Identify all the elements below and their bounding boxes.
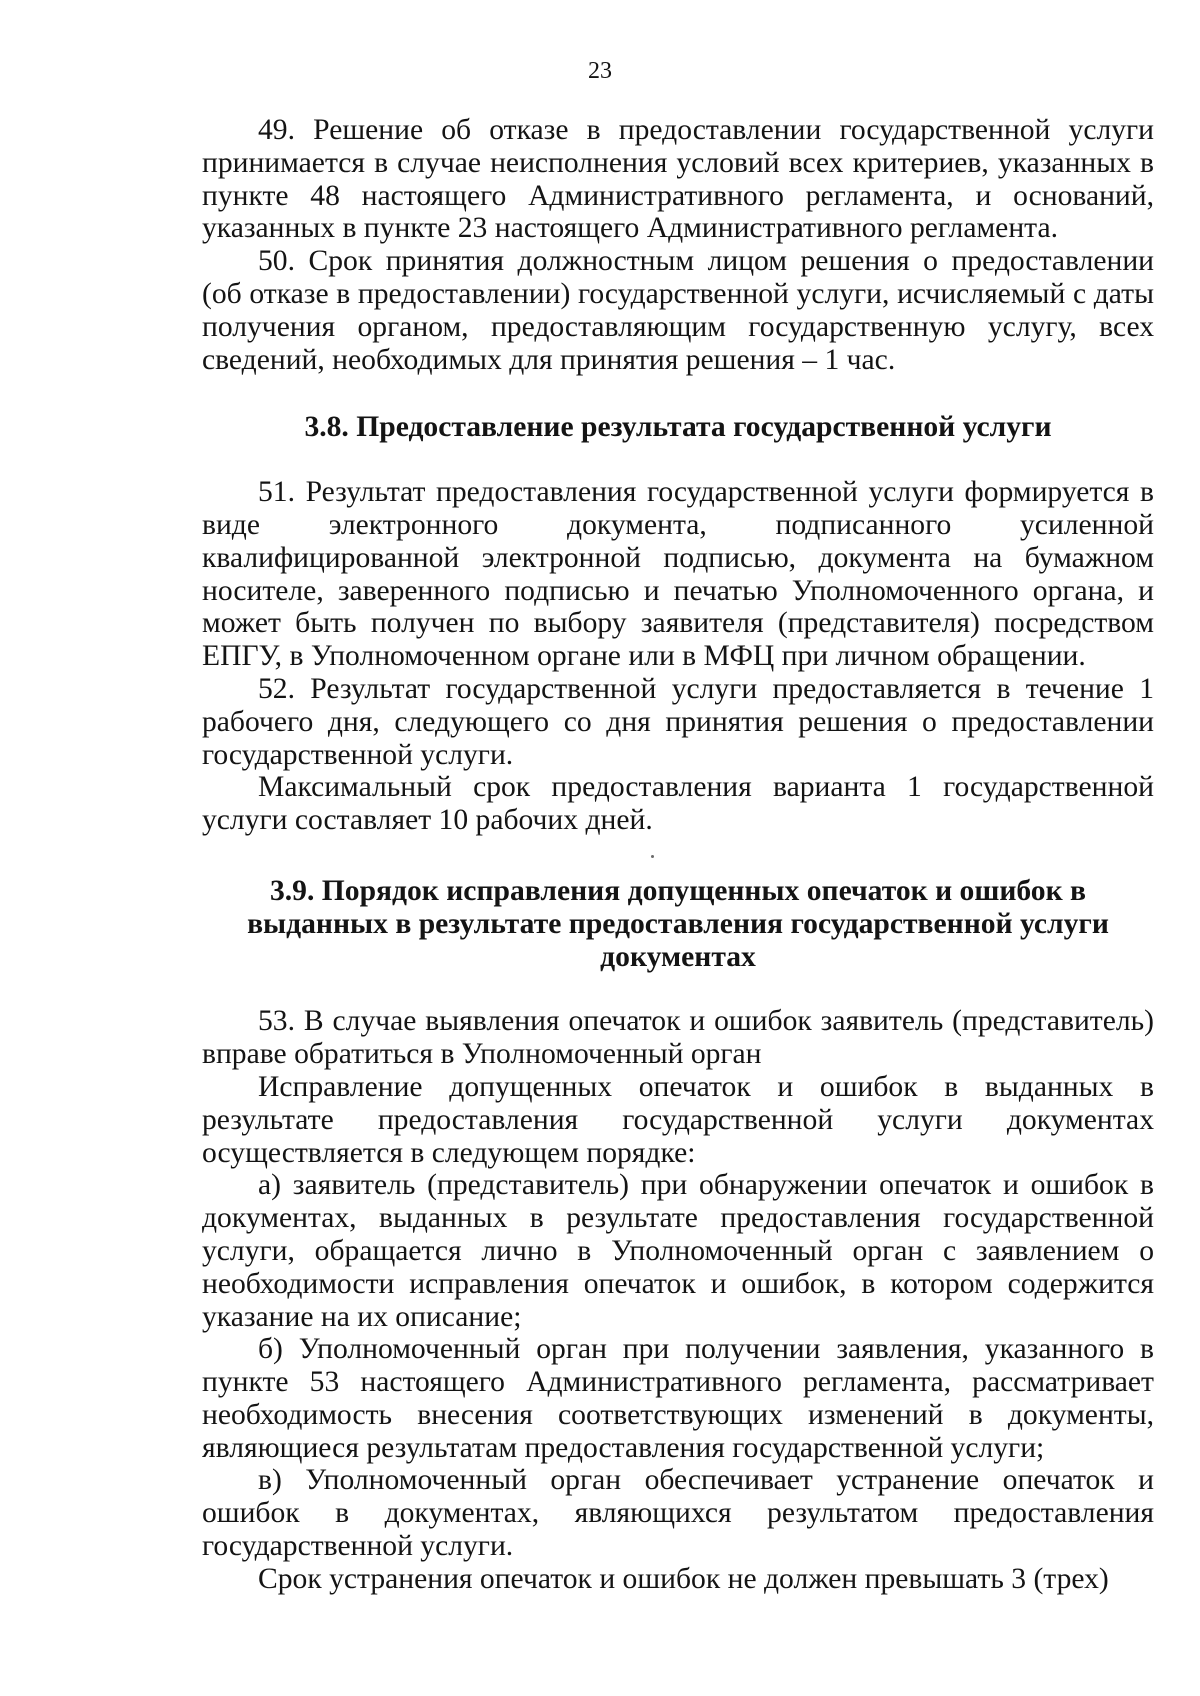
- paragraph-52-max-term: Максимальный срок предоставления варианта 1 государственной услуги составляет 10 рабочих дней.: [202, 771, 1154, 837]
- paragraph-51: 51. Результат предоставления государственной услуги формируется в виде электронного документа, подписанного усиленной квалифицированной электронной подписью, документа на бумажном носителе, заверенного подписью и печатью Уполномоченного органа, и может быть получен по выбору заявителя (представителя) посредством ЕПГУ, в Уполномоченном органе или в МФЦ при личном обращении.: [202, 476, 1154, 673]
- section-heading-3-9-line-3: документах: [600, 940, 756, 973]
- list-item-a: а) заявитель (представитель) при обнаружении опечаток и ошибок в документах, выданных в результате предоставления государственной услуги, обращается лично в Уполномоченный орган с заявлением о необходимости исправления опечаток и ошибок, в котором содержится указание на их описание;: [202, 1169, 1154, 1333]
- scan-speck: [651, 855, 654, 858]
- paragraph-49: 49. Решение об отказе в предоставлении государственной услуги принимается в случае неисполнения условий всех критериев, указанных в пункте 48 настоящего Административного регламента, и оснований, указанных в пункте 23 настоящего Административного регламента.: [202, 114, 1154, 245]
- paragraph-50: 50. Срок принятия должностным лицом решения о предоставлении (об отказе в предоставлении) государственной услуги, исчисляемый с даты получения органом, предоставляющим государственную услугу, всех сведений, необходимых для принятия решения – 1 час.: [202, 245, 1154, 376]
- paragraph-53-order: Исправление допущенных опечаток и ошибок в выданных в результате предоставления государственной услуги документах осуществляется в следующем порядке:: [202, 1070, 1154, 1169]
- page-number: 23: [588, 58, 612, 84]
- paragraph-52: 52. Результат государственной услуги предоставляется в течение 1 рабочего дня, следующего со дня принятия решения о предоставлении государственной услуги.: [202, 672, 1154, 771]
- section-heading-3-9-line-1: 3.9. Порядок исправления допущенных опечаток и ошибок в: [269, 874, 1087, 907]
- paragraph-correction-term: Срок устранения опечаток и ошибок не должен превышать 3 (трех): [258, 1562, 1109, 1595]
- list-item-v: в) Уполномоченный орган обеспечивает устранение опечаток и ошибок в документах, являющихся результатом предоставления государственной услуги.: [202, 1464, 1154, 1563]
- paragraph-53: 53. В случае выявления опечаток и ошибок заявитель (представитель) вправе обратиться в Уполномоченный орган: [202, 1005, 1154, 1071]
- list-item-b: б) Уполномоченный орган при получении заявления, указанного в пункте 53 настоящего Административного регламента, рассматривает необходимость внесения соответствующих изменений в документы, являющиеся результатам предоставления государственной услуги;: [202, 1333, 1154, 1464]
- section-heading-3-9-line-2: выданных в результате предоставления государственной услуги: [247, 907, 1109, 940]
- section-heading-3-9: [202, 875, 1154, 973]
- document-body: [202, 114, 1154, 1596]
- section-heading-3-8: 3.8. Предоставление результата государственной услуги: [304, 411, 1052, 444]
